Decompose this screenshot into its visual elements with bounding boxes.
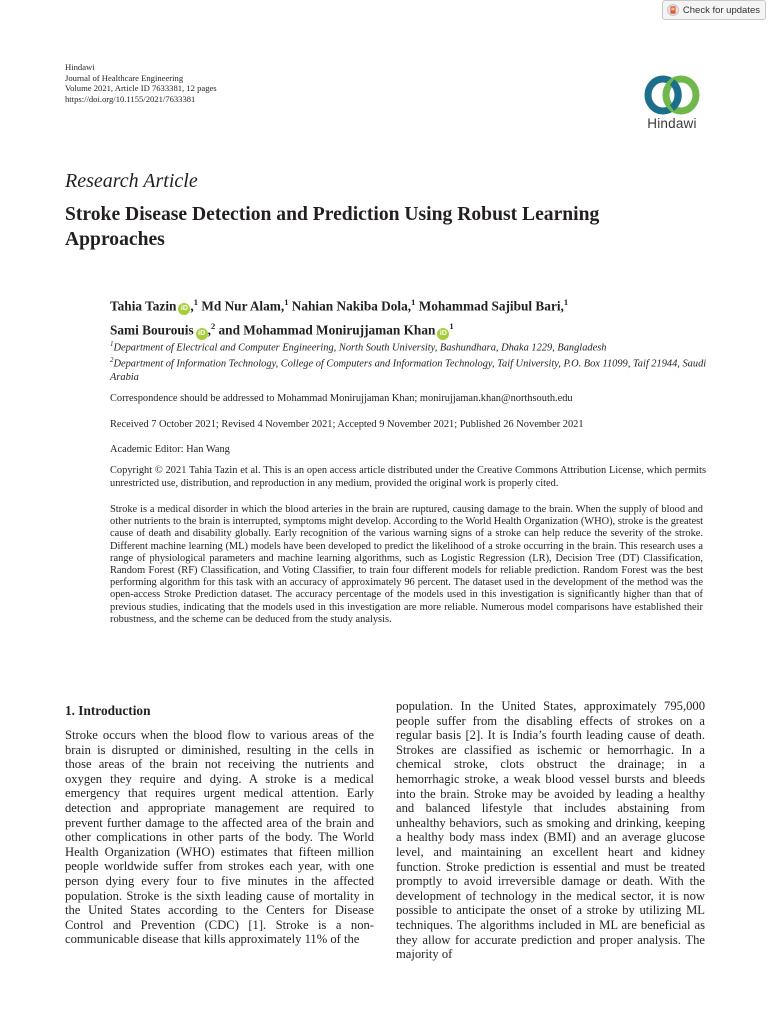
- affiliation-item: $^2$Department of Information Technology, College of Computers and Information Technology, Taif University, P.O. Box 11099, Taif 21944, Saudi Arabia: [110, 356, 707, 383]
- check-for-updates-button[interactable]: [662, 0, 766, 20]
- abstract: Stroke is a medical disorder in which the blood arteries in the brain are ruptured, causing damage to the brain. When the supply of blood and other nutrients to the brain is interrupted, symptoms might develop. According to the World Health Organization (WHO), stroke is the greatest cause of death and disability globally. Early recognition of the various warning signs of a stroke can help reduce the severity of the stroke. Different machine learning (ML) models have been developed to predict the likelihood of a stroke occurring in the brain. This research uses a range of physiological parameters and machine learning algorithms, such as Logistic Regression (LR), Decision Tree (DT) Classification, Random Forest (RF) Classification, and Voting Classifier, to train four different models for reliable prediction. Random Forest was the best performing algorithm for this task with an accuracy of approximately 96 percent. The dataset used in the development of the method was the open-access Stroke Prediction dataset. The accuracy percentage of the models used in this investigation is significantly higher than that of previous studies, indicating that the models used in this investigation are more reliable. Numerous model comparisons have established their robustness, and the scheme can be deduced from the study analysis.: [110, 504, 703, 625]
- affiliations: [110, 338, 710, 384]
- journal-meta: [65, 62, 217, 104]
- academic-editor: Academic Editor: Han Wang: [110, 444, 230, 455]
- orcid-icon[interactable]: iD: [178, 303, 190, 315]
- author-name: Mohammad Monirujjaman Khan: [243, 322, 436, 338]
- author-name: Tahia Tazin: [110, 298, 177, 314]
- author-name: Md Nur Alam: [201, 298, 281, 314]
- check-for-updates-label: Check for updates: [682, 4, 760, 16]
- article-type: Research Article: [65, 170, 198, 192]
- author-list: Tahia Tazin iD ,$^1$ Md Nur Alam,$^1$ Nahian Nakiba Dola,$^1$ Mohammad Sajibul Bari,$^1$ Sami Bourouis iD ,$^2$ and Mohammad Monirujjaman Khan $iD^1$: [110, 297, 569, 338]
- doi-link[interactable]: https://doi.org/10.1155/2021/7633381: [65, 93, 196, 104]
- paper-title: Stroke Disease Detection and Prediction Using Robust Learning Approaches: [65, 204, 600, 250]
- body-column-left: Stroke occurs when the blood flow to various areas of the brain is disrupted or diminished, resulting in the cells in those areas of the brain not receiving the nutrients and oxygen they require and dying. A stroke is a medical emergency that requires urgent medical attention. Early detection and appropriate management are required to prevent further damage to the affected area of the brain and other complications in other parts of the body. The World Health Organization (WHO) estimates that fifteen million people worldwide suffer from strokes each year, with one person dying every four to five minutes in the affected population. Stroke is the sixth leading cause of mortality in the United States according to the Centers for Disease Control and Prevention (CDC) [1]. Stroke is a non-communicable disease that kills approximately 11% of the: [65, 728, 374, 947]
- affiliation-item: $^1$Department of Electrical and Computer Engineering, North South University, Bashundhara, Dhaka 1229, Bangladesh: [110, 340, 607, 354]
- author-name: Nahian Nakiba Dola: [291, 298, 408, 314]
- publisher-name: Hindawi: [65, 62, 95, 72]
- orcid-icon[interactable]: iD: [196, 328, 208, 340]
- body-column-right: population. In the United States, approximately 795,000 people suffer from the disabling effects of strokes on a regular basis [2]. It is India’s fourth leading cause of death. Strokes are classified as ischemic or hemorrhagic. In a chemical stroke, clots obstruct the drainage; in a hemorrhagic stroke, a weak blood vessel bursts and bleeds into the brain. Stroke may be avoided by leading a healthy and balanced lifestyle that includes abstaining from unhealthy behaviors, such as smoking and drinking, keeping a healthy body mass index (BMI) and an average glucose level, and maintaining an excellent heart and kidney function. Stroke prediction is essential and must be treated promptly to avoid irreversible damage or death. With the development of technology in the medical sector, it is now possible to anticipate the onset of a stroke by utilizing ML techniques. The algorithms included in ML are beneficial as they allow for accurate prediction and proper analysis. The majority of: [396, 699, 705, 962]
- author-name: Sami Bourouis: [110, 322, 194, 338]
- journal-name: Journal of Healthcare Engineering: [65, 72, 184, 83]
- volume-info: Volume 2021, Article ID 7633381, 12 pages: [65, 83, 217, 94]
- correspondence: Correspondence should be addressed to Mohammad Monirujjaman Khan; monirujjaman.khan@northsouth.edu: [110, 393, 573, 404]
- orcid-icon[interactable]: iD: [437, 328, 449, 340]
- author-name: Mohammad Sajibul Bari: [418, 298, 561, 314]
- copyright-notice: Copyright © 2021 Tahia Tazin et al. This is an open access article distributed under the Creative Commons Attribution License, which permits unrestricted use, distribution, and reproduction in any medium, provided the original work is properly cited.: [110, 465, 706, 489]
- publication-dates: Received 7 October 2021; Revised 4 November 2021; Accepted 9 November 2021; Published 26 November 2021: [110, 419, 584, 430]
- update-badge-icon: [667, 4, 679, 16]
- section-heading: 1. Introduction: [65, 703, 151, 718]
- hindawi-wordmark: Hindawi: [647, 116, 697, 131]
